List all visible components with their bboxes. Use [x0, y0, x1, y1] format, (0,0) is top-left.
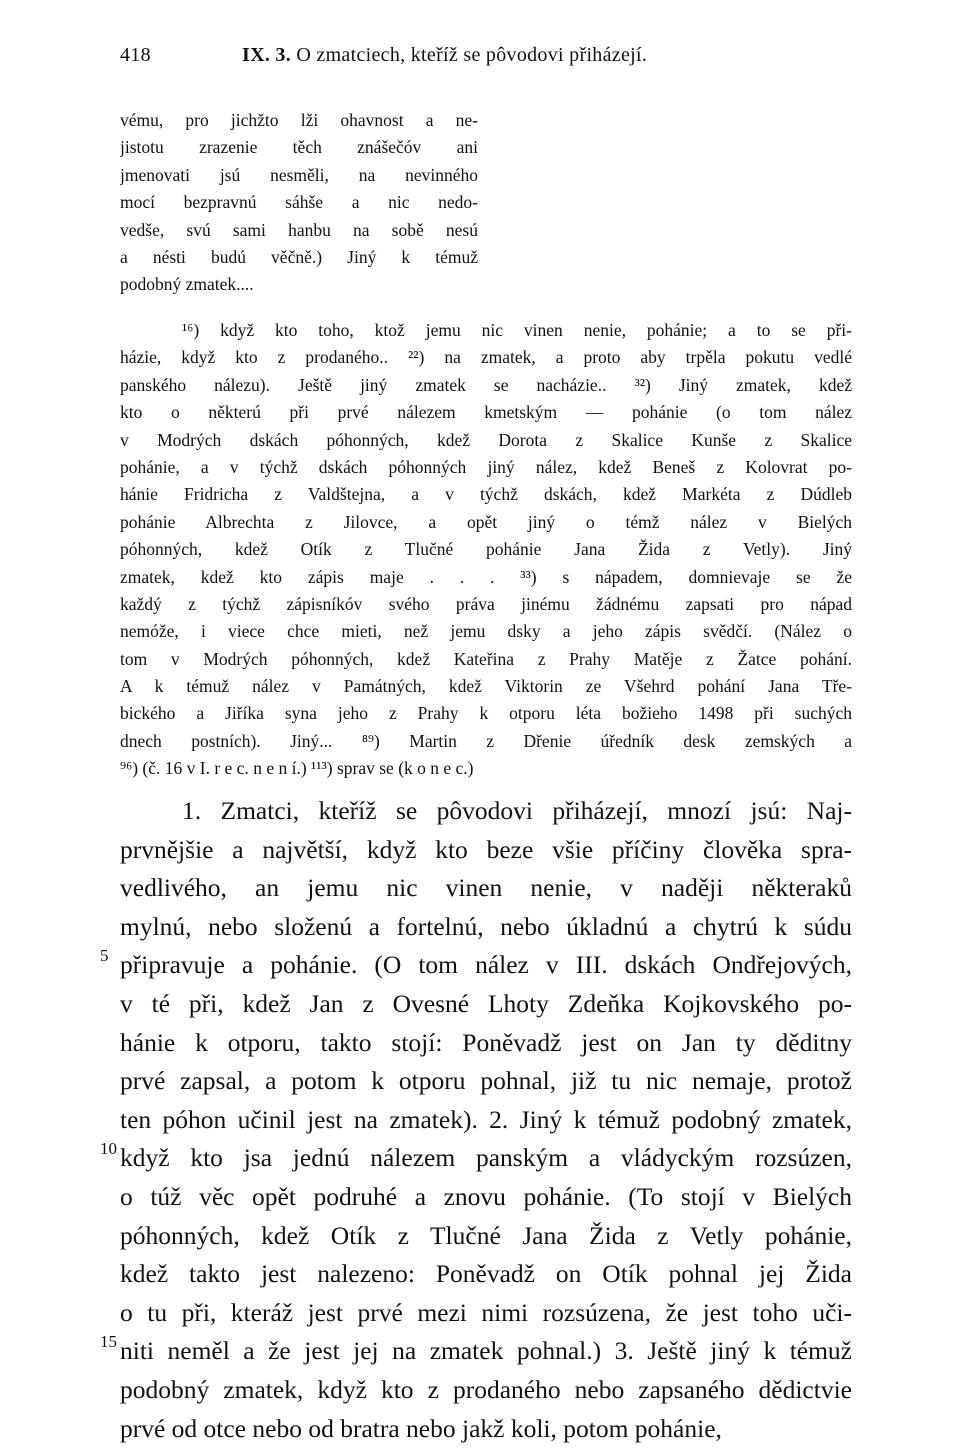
main-text-line: o túž věc opět podruhé a znovu pohánie. (To stojí v Bielých	[120, 1178, 852, 1217]
apparatus-line: každý z týchž zápisníkóv svého práva jinému žádnému zapsati pro nápad	[120, 591, 852, 618]
main-text-line: 1. Zmatci, kteříž se pôvodovi přiházejí, mnozí jsú: Naj-	[120, 792, 852, 831]
critical-apparatus-wide	[120, 317, 852, 783]
apparatus-line: a nésti budú věčně.) Jiný k témuž	[120, 244, 478, 271]
apparatus-line: vedše, svú sami hanbu na sobě nesú	[120, 217, 478, 244]
apparatus-line: hánie Fridricha z Valdštejna, a v týchž dskách, kdež Markéta z Dúdleb	[120, 481, 852, 508]
main-text-line: když kto jsa jednú nálezem panským a vládyckým rozsúzen,	[120, 1139, 852, 1178]
running-head	[120, 44, 855, 67]
apparatus-line: jmenovati jsú nesměli, na nevinného	[120, 162, 478, 189]
main-text	[120, 792, 852, 1448]
main-text-line: podobný zmatek, když kto z prodaného nebo zapsaného dědictvie	[120, 1371, 852, 1410]
apparatus-line: nemóže, i viece chce mieti, než jemu dsky a jeho zápis svědčí. (Nález o	[120, 618, 852, 645]
apparatus-line: pohánie Albrechta z Jilovce, a opět jiný o témž nález v Bielých	[120, 509, 852, 536]
apparatus-line: ¹⁶) když kto toho, ktož jemu nic vinen nenie, pohánie; a to se při-	[120, 317, 852, 344]
running-title: O zmatciech, kteříž se pôvodovi přiházejí.	[296, 44, 647, 66]
main-text-line: prvé zapsal, a potom k otporu pohnal, již tu nic nemaje, protož	[120, 1062, 852, 1101]
apparatus-line: kto o některú při prvé nálezem kmetským — pohánie (o tom nález	[120, 399, 852, 426]
apparatus-line: A k témuž nález v Památných, kdež Viktorin ze Všehrd pohání Jana Tře-	[120, 673, 852, 700]
main-text-line: vedlivého, an jemu nic vinen nenie, v naději některaků	[120, 869, 852, 908]
main-text-line: niti neměl a že jest jej na zmatek pohnal.) 3. Ještě jiný k témuž	[120, 1332, 852, 1371]
apparatus-line: panského nálezu). Ještě jiný zmatek se nacházie.. ³²) Jiný zmatek, kdež	[120, 372, 852, 399]
main-text-line: póhonných, kdež Otík z Tlučné Jana Žida z Vetly pohánie,	[120, 1217, 852, 1256]
apparatus-line: dnech postních). Jiný... ⁸⁹) Martin z Dřenie úředník desk zemských a	[120, 728, 852, 755]
line-number: 10	[100, 1139, 120, 1159]
apparatus-line: podobný zmatek....	[120, 271, 478, 298]
apparatus-line: bického a Jiříka syna jeho z Prahy k otporu léta božieho 1498 při suchých	[120, 700, 852, 727]
main-text-line: hánie k otporu, takto stojí: Poněvadž jest on Jan ty děditny	[120, 1024, 852, 1063]
page-number: 418	[120, 44, 242, 67]
main-text-line: kdež takto jest nalezeno: Poněvadž on Otík pohnal jej Žida	[120, 1255, 852, 1294]
apparatus-line: póhonných, kdež Otík z Tlučné pohánie Jana Žida z Vetly). Jiný	[120, 536, 852, 563]
apparatus-line: ⁹⁶) (č. 16 v I. r e c. n e n í.) ¹¹³) sprav se (k o n e c.)	[120, 755, 852, 782]
apparatus-line: pohánie, a v týchž dskách póhonných jiný nález, kdež Beneš z Kolovrat po-	[120, 454, 852, 481]
main-text-line: o tu při, kteráž jest prvé mezi nimi rozsúzena, že jest toho uči-	[120, 1294, 852, 1333]
apparatus-line: vému, pro jichžto lži ohavnost a ne-	[120, 107, 478, 134]
apparatus-line: mocí bezpravnú sáhše a nic nedo-	[120, 189, 478, 216]
apparatus-line: v Modrých dskách póhonných, kdež Dorota z Skalice Kunše z Skalice	[120, 427, 852, 454]
line-number: 5	[100, 946, 120, 966]
main-text-line: prvnějšie a najvětší, když kto beze všie příčiny člověka spra-	[120, 831, 852, 870]
line-number: 15	[100, 1332, 120, 1352]
apparatus-line: jistotu zrazenie těch znášečóv ani	[120, 134, 478, 161]
apparatus-line: zmatek, kdež kto zápis maje . . . ³³) s nápadem, domnievaje se že	[120, 564, 852, 591]
main-text-line: mylnú, nebo složenú a fortelnú, nebo úkladnú a chytrú k súdu	[120, 908, 852, 947]
apparatus-line: tom v Modrých póhonných, kdež Kateřina z Prahy Matěje z Žatce pohání.	[120, 646, 852, 673]
chapter-number: IX. 3.	[242, 44, 291, 66]
critical-apparatus-narrow	[120, 107, 478, 299]
main-text-line: připravuje a pohánie. (O tom nález v III. dskách Ondřejových,	[120, 946, 852, 985]
main-text-line: ten póhon učinil jest na zmatek). 2. Jiný k témuž podobný zmatek,	[120, 1101, 852, 1140]
apparatus-line: házie, když kto z prodaného.. ²²) na zmatek, a proto aby trpěla pokutu vedlé	[120, 344, 852, 371]
main-text-line: prvé od otce nebo od bratra nebo jakž koli, potom pohánie,	[120, 1410, 852, 1448]
main-text-line: v té při, kdež Jan z Ovesné Lhoty Zdeňka Kojkovského po-	[120, 985, 852, 1024]
